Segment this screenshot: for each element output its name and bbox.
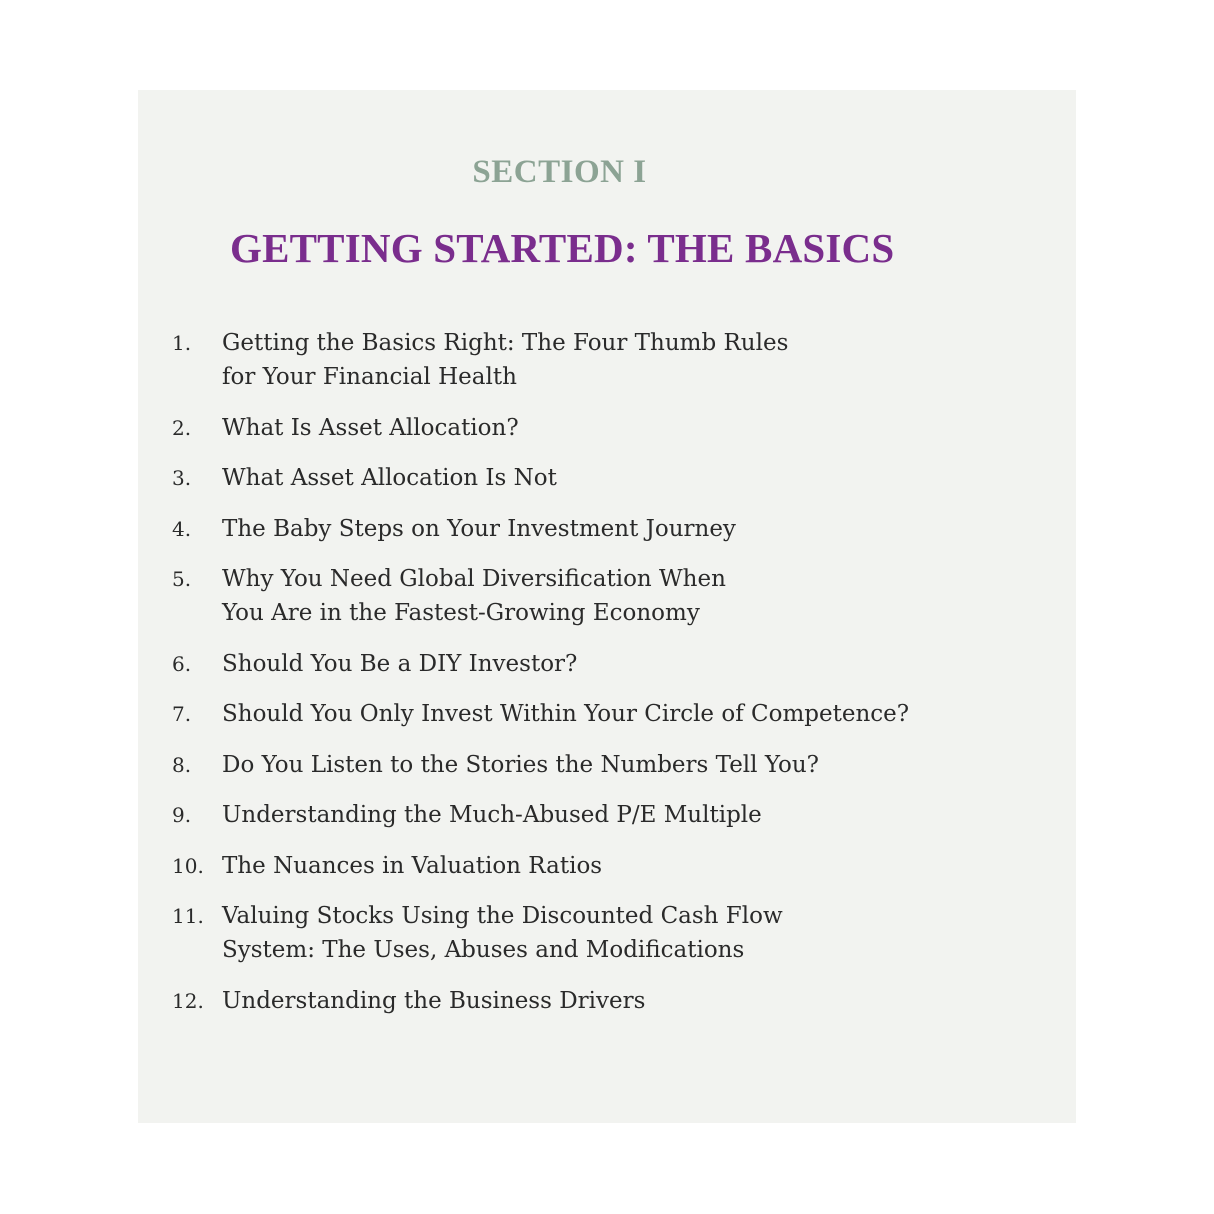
toc-title: Understanding the Business Drivers [222, 987, 646, 1014]
toc-item-6 [172, 647, 1052, 681]
toc-item-4 [172, 512, 1052, 546]
toc-item-7 [172, 697, 1052, 731]
toc-item-9 [172, 798, 1052, 832]
toc-number: 3. [172, 466, 192, 490]
toc-item-2 [172, 411, 1052, 445]
toc-title: The Baby Steps on Your Investment Journey [222, 515, 736, 542]
toc-number: 9. [172, 803, 192, 827]
toc-title: Understanding the Much-Abused P/E Multiple [222, 802, 762, 828]
toc-title: Do You Listen to the Stories the Numbers Tell You? [222, 751, 820, 778]
toc-title: Valuing Stocks Using the Discounted Cash Flow System: The Uses, Abuses and Modifications [222, 903, 783, 963]
toc-title: Getting the Basics Right: The Four Thumb Rules for Your Financial Health [222, 330, 789, 390]
toc-item-11 [172, 899, 1052, 967]
toc-number: 10. [172, 853, 204, 878]
toc-title: What Asset Allocation Is Not [222, 465, 557, 491]
section-title: GETTING STARTED: THE BASICS [230, 225, 895, 271]
toc-item-12 [172, 984, 1052, 1018]
table-of-contents [172, 326, 1052, 1034]
toc-number: 5. [172, 567, 192, 591]
book-page [138, 90, 1076, 1123]
toc-title: What Is Asset Allocation? [222, 414, 519, 441]
toc-item-10 [172, 849, 1052, 883]
toc-item-8 [172, 748, 1052, 782]
toc-item-1 [172, 326, 1052, 394]
toc-number: 7. [172, 702, 192, 726]
toc-number: 12. [172, 988, 204, 1013]
toc-title: Should You Be a DIY Investor? [222, 650, 578, 677]
toc-title: Why You Need Global Diversification When You Are in the Fastest-Growing Economy [222, 566, 726, 626]
toc-number: 6. [172, 651, 192, 676]
toc-number: 4. [172, 516, 192, 541]
toc-item-5 [172, 562, 1052, 630]
toc-number: 8. [172, 752, 192, 777]
toc-number: 1. [172, 331, 192, 355]
toc-number: 11. [172, 904, 204, 928]
toc-title: Should You Only Invest Within Your Circle of Competence? [222, 701, 910, 727]
toc-title: The Nuances in Valuation Ratios [222, 852, 603, 879]
toc-item-3 [172, 461, 1052, 495]
toc-number: 2. [172, 415, 192, 440]
section-label: SECTION I [472, 154, 647, 190]
